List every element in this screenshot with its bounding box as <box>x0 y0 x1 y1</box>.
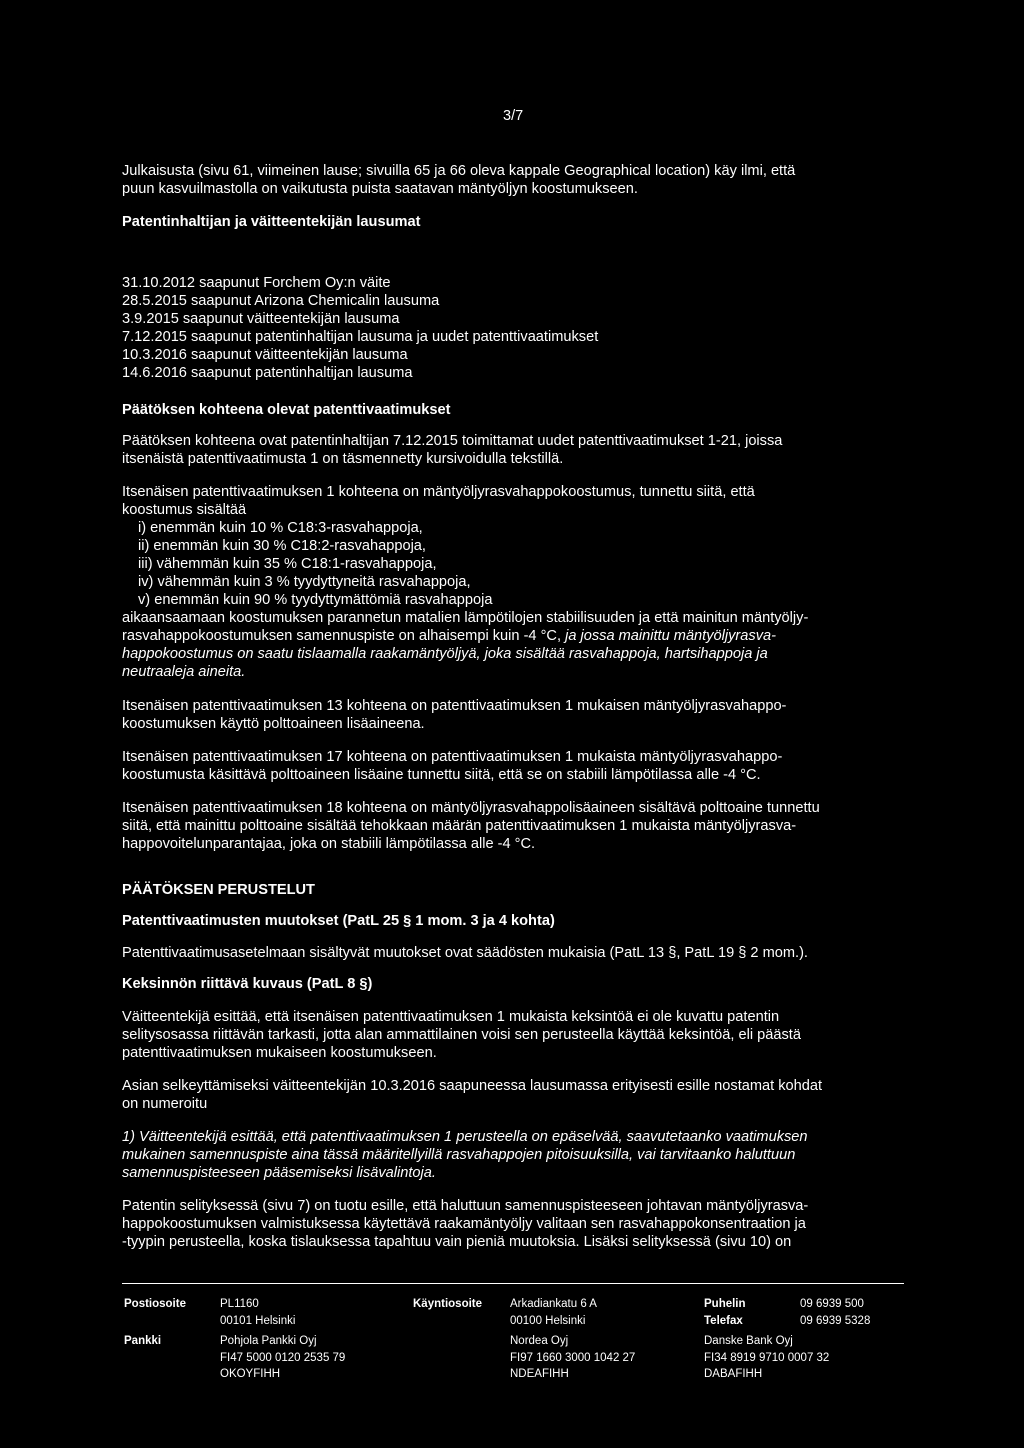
bank-bic: DABAFIHH <box>704 1368 763 1380</box>
disclosure-paragraph-2 <box>122 1077 902 1113</box>
bank-name: Danske Bank Oyj <box>704 1335 793 1347</box>
disclosure-line: happokoostumuksen valmistuksessa käytettävä raakamäntyöljy valitaan sen rasvahappokonsentraation ja <box>122 1216 806 1232</box>
phone-labels <box>704 1296 746 1329</box>
footer-divider <box>122 1283 904 1284</box>
amendments-heading: Patenttivaatimusten muutokset (PatL 25 § 1 mom. 3 ja 4 kohta) <box>122 913 555 929</box>
claim18-paragraph <box>122 799 902 853</box>
phone-number: 09 6939 500 <box>800 1298 864 1310</box>
statement-item: 28.5.2015 saapunut Arizona Chemicalin lausuma <box>122 293 440 309</box>
bank-3 <box>704 1333 829 1383</box>
bank-iban: FI34 8919 9710 0007 32 <box>704 1351 830 1364</box>
claim1-italic-line: happokoostumus on saatu tislaamalla raakamäntyöljyä, joka sisältää rasvahappoja, hartsihappoja ja <box>122 646 768 662</box>
postal-address-line: PL1160 <box>220 1298 259 1310</box>
disclosure-line: -tyypin perusteella, koska tislauksessa tapahtuu vain pieniä muutoksia. Lisäksi selityksessä (sivu 10) on <box>122 1234 792 1250</box>
bank-iban: FI97 1660 3000 1042 27 <box>510 1351 636 1364</box>
disclosure-line: patenttivaatimuksen mukaiseen koostumukseen. <box>122 1045 437 1061</box>
claim1-line: koostumus sisältää <box>122 502 247 518</box>
claim13-paragraph <box>122 697 902 733</box>
bank-name: Nordea Oyj <box>510 1335 569 1347</box>
disclosure-line: Patentin selityksessä (sivu 7) on tuotu esille, että haluttuun samennuspisteeseen johtavan mäntyöljyrasva- <box>122 1198 809 1214</box>
condition-item: i) enemmän kuin 10 % C18:3-rasvahappoja, <box>138 520 423 536</box>
postal-address-label: Postiosoite <box>124 1298 186 1310</box>
disclosure-line: Väitteentekijä esittää, että itsenäisen patenttivaatimuksen 1 mukaista keksintöä ei ole kuvattu patentin <box>122 1009 780 1025</box>
claim1-line: Itsenäisen patenttivaatimuksen 1 kohteena on mäntyöljyrasvahappokoostumus, tunnettu siitä, että <box>122 484 755 500</box>
subject-line: itsenäistä patenttivaatimusta 1 on täsmennetty kursivoidulla tekstillä. <box>122 451 564 467</box>
claim17-line: Itsenäisen patenttivaatimuksen 17 kohteena on patenttivaatimuksen 1 mukaista mäntyöljyrasvahappo- <box>122 749 783 765</box>
claim1-plain-text: rasvahappokoostumuksen samennuspiste on alhaisempi kuin -4 °C, <box>122 628 562 644</box>
fax-number: 09 6939 5328 <box>800 1314 871 1327</box>
statements-list <box>122 274 902 382</box>
bank-1 <box>220 1333 345 1383</box>
claim17-line: koostumusta käsittävä polttoaineen lisäaine tunnettu siitä, että se on stabiili lämpötilassa alle -4 °C. <box>122 767 761 783</box>
bank-name: Pohjola Pankki Oyj <box>220 1335 317 1347</box>
disclosure-paragraph-3 <box>122 1128 902 1182</box>
bank-2 <box>510 1333 635 1383</box>
statement-item: 31.10.2012 saapunut Forchem Oy:n väite <box>122 275 391 291</box>
bank-bic: OKOYFIHH <box>220 1368 281 1380</box>
bank-label: Pankki <box>124 1335 162 1347</box>
disclosure-line: selitysosassa riittävän tarkasti, jotta alan ammattilainen voisi sen perusteella käyttää keksintöä, eli päästä <box>122 1027 801 1043</box>
subject-heading: Päätöksen kohteena olevat patenttivaatimukset <box>122 402 451 418</box>
intro-line: Julkaisusta (sivu 61, viimeinen lause; sivuilla 65 ja 66 oleva kappale Geographical location) käy ilmi, että <box>122 163 796 179</box>
statements-heading: Patentinhaltijan ja väitteentekijän lausumat <box>122 214 421 230</box>
disclosure-line: on numeroitu <box>122 1096 208 1112</box>
claim1-continuation <box>122 609 902 681</box>
claim1-italic-text: ja jossa mainittu mäntyöljyrasva- <box>565 628 776 644</box>
claim18-line: Itsenäisen patenttivaatimuksen 18 kohteena on mäntyöljyrasvahappolisäaineen sisältävä polttoaine tunnettu <box>122 800 820 816</box>
postal-address-line: 00101 Helsinki <box>220 1314 296 1327</box>
condition-item: iv) vähemmän kuin 3 % tyydyttyneitä rasvahappoja, <box>138 574 471 590</box>
visiting-address-line: Arkadiankatu 6 A <box>510 1298 597 1310</box>
disclosure-line: samennuspisteeseen pääsemiseksi lisävalintoja. <box>122 1165 436 1181</box>
visiting-address-line: 00100 Helsinki <box>510 1314 586 1327</box>
disclosure-line: mukainen samennuspiste aina tässä määritellyillä rasvahappojen pitoisuuksilla, vai tarvitaanko haluttuun <box>122 1147 796 1163</box>
disclosure-paragraph-1 <box>122 1008 902 1062</box>
phone-label: Puhelin <box>704 1298 746 1310</box>
disclosure-paragraph-4 <box>122 1197 902 1251</box>
condition-item: ii) enemmän kuin 30 % C18:2-rasvahappoja, <box>138 538 426 554</box>
claim1-intro <box>122 483 902 519</box>
claim18-line: siitä, että mainittu polttoaine sisältää tehokkaan määrän patenttivaatimuksen 1 mukaista mäntyöljyrasva- <box>122 818 797 834</box>
intro-line: puun kasvuilmastolla on vaikutusta puista saatavan mäntyöljyn koostumukseen. <box>122 181 638 197</box>
visiting-address <box>510 1296 597 1329</box>
condition-item: iii) vähemmän kuin 35 % C18:1-rasvahappoja, <box>138 556 437 572</box>
condition-item: v) enemmän kuin 90 % tyydyttymättömiä rasvahappoja <box>138 592 493 608</box>
intro-paragraph <box>122 162 902 198</box>
statement-item: 3.9.2015 saapunut väitteentekijän lausuma <box>122 311 400 327</box>
claim17-paragraph <box>122 748 902 784</box>
disclosure-heading: Keksinnön riittävä kuvaus (PatL 8 §) <box>122 976 373 992</box>
claim13-line: koostumuksen käyttö polttoaineen lisäaineena. <box>122 716 425 732</box>
disclosure-line: 1) Väitteentekijä esittää, että patenttivaatimuksen 1 perusteella on epäselvää, saavutetaanko vaatimuksen <box>122 1129 808 1145</box>
claim1-conditions <box>138 519 878 609</box>
claim18-line: happovoitelunparantajaa, joka on stabiili lämpötilassa alle -4 °C. <box>122 836 536 852</box>
statement-item: 7.12.2015 saapunut patentinhaltijan lausuma ja uudet patenttivaatimukset <box>122 329 599 345</box>
subject-line: Päätöksen kohteena ovat patentinhaltijan 7.12.2015 toimittamat uudet patenttivaatimukset 1-21, joissa <box>122 433 783 449</box>
claim1-italic-line: neutraaleja aineita. <box>122 664 246 680</box>
page-number: 3/7 <box>503 108 524 124</box>
disclosure-line: Asian selkeyttämiseksi väitteentekijän 10.3.2016 saapuneessa lausumassa erityisesti esille nostamat kohdat <box>122 1078 823 1094</box>
bank-bic: NDEAFIHH <box>510 1368 569 1380</box>
claim1-line: aikaansaamaan koostumuksen parannetun matalien lämpötilojen stabiilisuuden ja että mainitun mäntyöljy- <box>122 610 809 626</box>
statement-item: 14.6.2016 saapunut patentinhaltijan lausuma <box>122 365 413 381</box>
phone-numbers <box>800 1296 870 1329</box>
postal-address <box>220 1296 295 1329</box>
fax-label: Telefax <box>704 1314 743 1327</box>
visiting-address-label: Käyntiosoite <box>413 1298 483 1310</box>
statement-item: 10.3.2016 saapunut väitteentekijän lausuma <box>122 347 408 363</box>
amendments-text: Patenttivaatimusasetelmaan sisältyvät muutokset ovat säädösten mukaisia (PatL 13 §, PatL 19 § 2 mom.). <box>122 945 808 961</box>
bank-iban: FI47 5000 0120 2535 79 <box>220 1351 346 1364</box>
subject-paragraph <box>122 432 902 468</box>
claim1-line <box>122 627 902 645</box>
claim13-line: Itsenäisen patenttivaatimuksen 13 kohteena on patenttivaatimuksen 1 mukaisen mäntyöljyrasvahappo- <box>122 698 787 714</box>
grounds-heading: PÄÄTÖKSEN PERUSTELUT <box>122 882 315 898</box>
